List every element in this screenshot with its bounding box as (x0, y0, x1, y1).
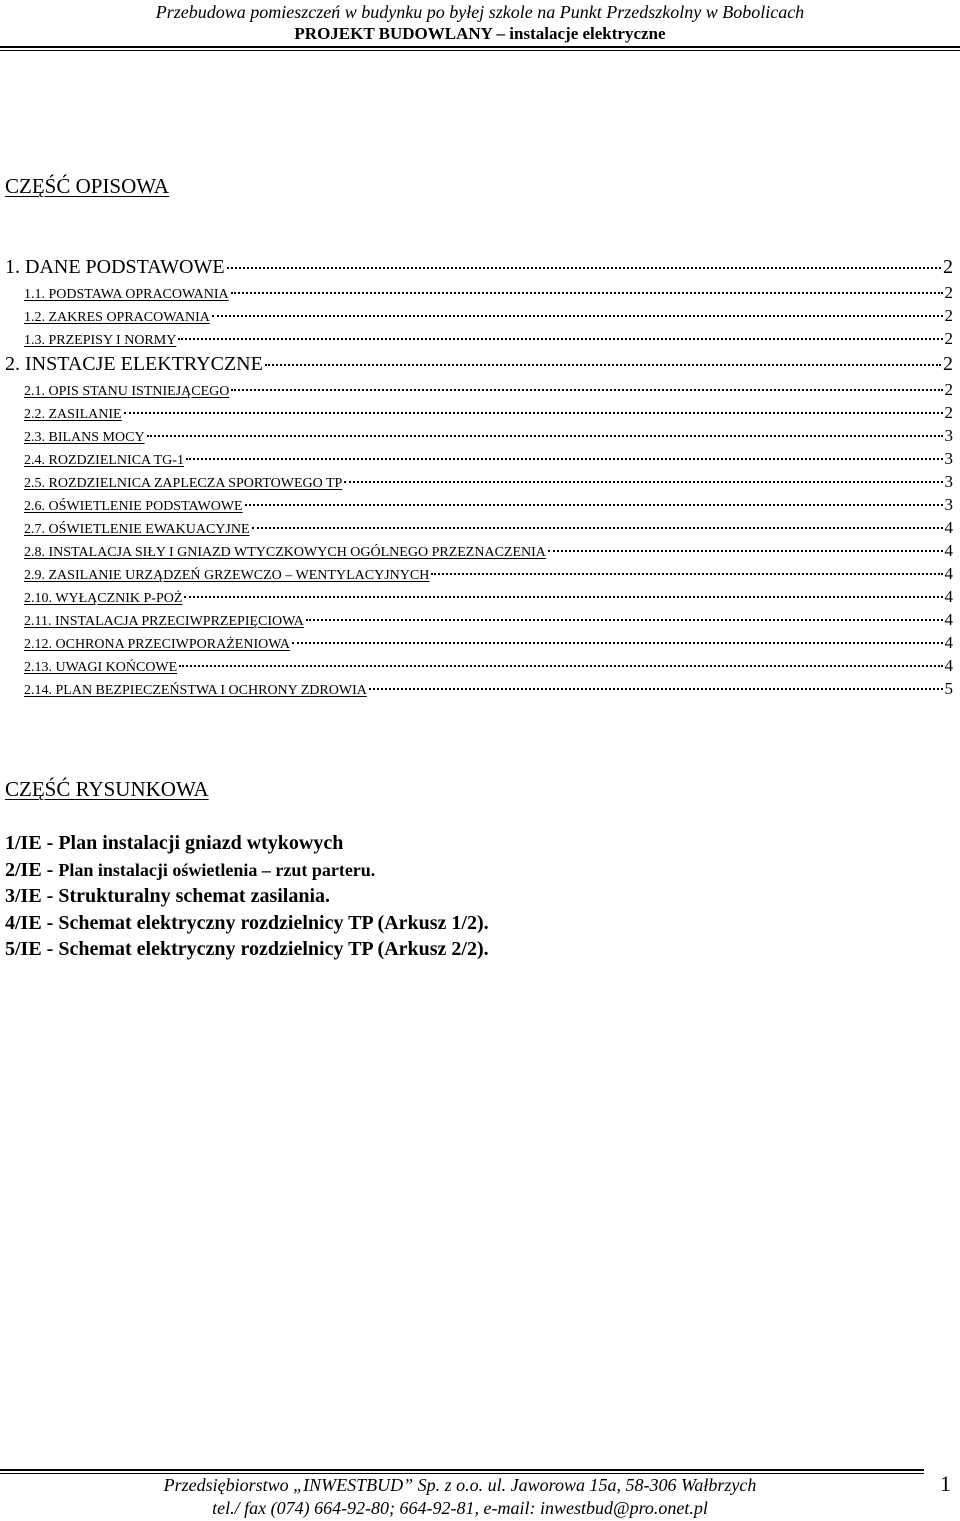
toc-entry-page: 2 (944, 329, 953, 348)
toc-entry[interactable] (5, 608, 953, 631)
toc-entry[interactable] (5, 281, 953, 304)
toc-entry-title: 2.10. WYŁĄCZNIK P-POŻ (24, 591, 183, 606)
toc-entry-page: 3 (944, 495, 953, 514)
toc-dot-leader (265, 364, 941, 366)
toc-entry-page: 4 (944, 564, 953, 583)
toc-entry[interactable] (5, 654, 953, 677)
toc-entry[interactable] (5, 378, 953, 401)
toc-entry[interactable] (5, 327, 953, 350)
toc-entry-page: 3 (944, 449, 953, 468)
drawing-code: 4/IE - (5, 911, 59, 934)
toc-dot-leader (178, 338, 942, 340)
drawing-description: Schemat elektryczny rozdzielnicy TP (Arkusz 1/2). (58, 911, 489, 934)
toc-dot-leader (431, 573, 942, 575)
page-footer (60, 1474, 860, 1520)
toc-entry-title: 2.9. ZASILANIE URZĄDZEŃ GRZEWCZO – WENTYLACYJNYCH (24, 568, 430, 583)
toc-entry-title: 2.14. PLAN BEZPIECZEŃSTWA I OCHRONY ZDROWIA (24, 683, 367, 698)
toc-dot-leader (292, 642, 943, 644)
toc-entry-title: 1. DANE PODSTAWOWE (5, 256, 225, 278)
toc-entry-page: 4 (944, 518, 953, 537)
drawing-code: 1/IE - (5, 832, 59, 854)
toc-entry-page: 2 (943, 353, 953, 375)
toc-dot-leader (124, 412, 943, 414)
drawings-list (5, 831, 489, 964)
footer-contact: tel./ fax (074) 664-92-80; 664-92-81, e-mail: inwestbud@pro.onet.pl (212, 1498, 708, 1518)
drawing-description: Strukturalny schemat zasilania. (58, 885, 331, 907)
toc-entry-title: 2.6. OŚWIETLENIE PODSTAWOWE (24, 499, 243, 514)
toc-entry-title: 2.11. INSTALACJA PRZECIWPRZEPIĘCIOWA (24, 614, 304, 629)
section-heading-opisowa: CZĘŚĆ OPISOWA (5, 174, 169, 198)
toc-dot-leader (227, 267, 941, 269)
toc-dot-leader (147, 435, 943, 437)
toc-entry-title: 1.3. PRZEPISY I NORMY (24, 333, 177, 348)
toc-dot-leader (184, 596, 942, 598)
toc-dot-leader (212, 315, 943, 317)
toc-entry-title: 2.12. OCHRONA PRZECIWPORAŻENIOWA (24, 637, 290, 652)
toc-entry[interactable] (5, 539, 953, 562)
toc-entry-page: 4 (944, 610, 953, 629)
toc-entry-title: 2.13. UWAGI KOŃCOWE (24, 660, 178, 675)
toc-entry-page: 4 (944, 541, 953, 560)
toc-entry[interactable] (5, 304, 953, 327)
toc-entry-title: 2.2. ZASILANIE (24, 407, 122, 422)
table-of-contents (5, 253, 953, 700)
toc-dot-leader (186, 458, 943, 460)
toc-entry[interactable] (5, 562, 953, 585)
toc-entry-page: 2 (944, 283, 953, 302)
toc-entry[interactable] (5, 470, 953, 493)
toc-dot-leader (344, 481, 942, 483)
toc-entry[interactable] (5, 677, 953, 700)
toc-entry-title: 2.3. BILANS MOCY (24, 430, 145, 445)
toc-entry[interactable] (5, 447, 953, 470)
toc-entry[interactable] (5, 350, 953, 378)
toc-entry-page: 4 (944, 656, 953, 675)
toc-entry-title: 2. INSTACJE ELEKTRYCZNE (5, 353, 263, 375)
toc-entry-page: 2 (943, 256, 953, 278)
drawing-item (5, 884, 489, 911)
drawing-code: 5/IE - (5, 938, 59, 960)
toc-dot-leader (306, 619, 943, 621)
drawing-item (5, 937, 489, 964)
toc-dot-leader (245, 504, 943, 506)
toc-entry-title: 2.7. OŚWIETLENIE EWAKUACYJNE (24, 522, 250, 537)
toc-entry-page: 3 (944, 472, 953, 491)
section-heading-rysunkowa: CZĘŚĆ RYSUNKOWA (5, 777, 209, 801)
drawing-description: Schemat elektryczny rozdzielnicy TP (Arkusz 2/2). (58, 938, 489, 960)
toc-dot-leader (369, 688, 943, 690)
footer-company-address: Przedsiębiorstwo „INWESTBUD” Sp. z o.o. ul. Jaworowa 15a, 58-306 Wałbrzych (163, 1475, 757, 1495)
page-header (0, 0, 960, 45)
toc-dot-leader (179, 665, 942, 667)
toc-entry[interactable] (5, 493, 953, 516)
toc-entry-title: 2.8. INSTALACJA SIŁY I GNIAZD WTYCZKOWYCH OGÓLNEGO PRZEZNACZENIA (24, 545, 546, 560)
toc-entry[interactable] (5, 585, 953, 608)
drawing-description: Plan instalacji gniazd wtykowych (58, 832, 344, 854)
toc-dot-leader (231, 292, 943, 294)
project-title: Przebudowa pomieszczeń w budynku po byłej szkole na Punkt Przedszkolny w Bobolicach (155, 2, 805, 22)
toc-entry-page: 2 (944, 403, 953, 422)
toc-entry-page: 4 (944, 633, 953, 652)
drawing-item (5, 858, 489, 885)
toc-entry-title: 2.5. ROZDZIELNICA ZAPLECZA SPORTOWEGO TP (24, 476, 343, 491)
toc-entry-title: 2.1. OPIS STANU ISTNIEJĄCEGO (24, 384, 230, 399)
drawing-item (5, 911, 489, 938)
toc-entry-page: 5 (944, 679, 953, 698)
toc-entry-page: 4 (944, 587, 953, 606)
drawing-code: 3/IE - (5, 885, 59, 907)
toc-entry[interactable] (5, 424, 953, 447)
page-number: 1 (940, 1471, 951, 1496)
drawing-description: Plan instalacji oświetlenia – rzut parteru. (58, 859, 376, 880)
header-divider (0, 46, 960, 51)
toc-dot-leader (548, 550, 943, 552)
toc-entry-page: 3 (944, 426, 953, 445)
toc-entry[interactable] (5, 516, 953, 539)
toc-entry-title: 1.2. ZAKRES OPRACOWANIA (24, 310, 210, 325)
drawing-item (5, 831, 489, 858)
toc-dot-leader (252, 527, 943, 529)
drawing-code: 2/IE - (5, 858, 59, 881)
toc-entry[interactable] (5, 401, 953, 424)
toc-entry-page: 2 (944, 306, 953, 325)
toc-entry-title: 1.1. PODSTAWA OPRACOWANIA (24, 287, 229, 302)
toc-entry-page: 2 (944, 380, 953, 399)
toc-entry[interactable] (5, 631, 953, 654)
toc-entry-title: 2.4. ROZDZIELNICA TG-1 (24, 453, 184, 468)
toc-entry[interactable] (5, 253, 953, 281)
toc-dot-leader (231, 389, 942, 391)
project-subtitle: PROJEKT BUDOWLANY – instalacje elektryczne (294, 24, 666, 43)
